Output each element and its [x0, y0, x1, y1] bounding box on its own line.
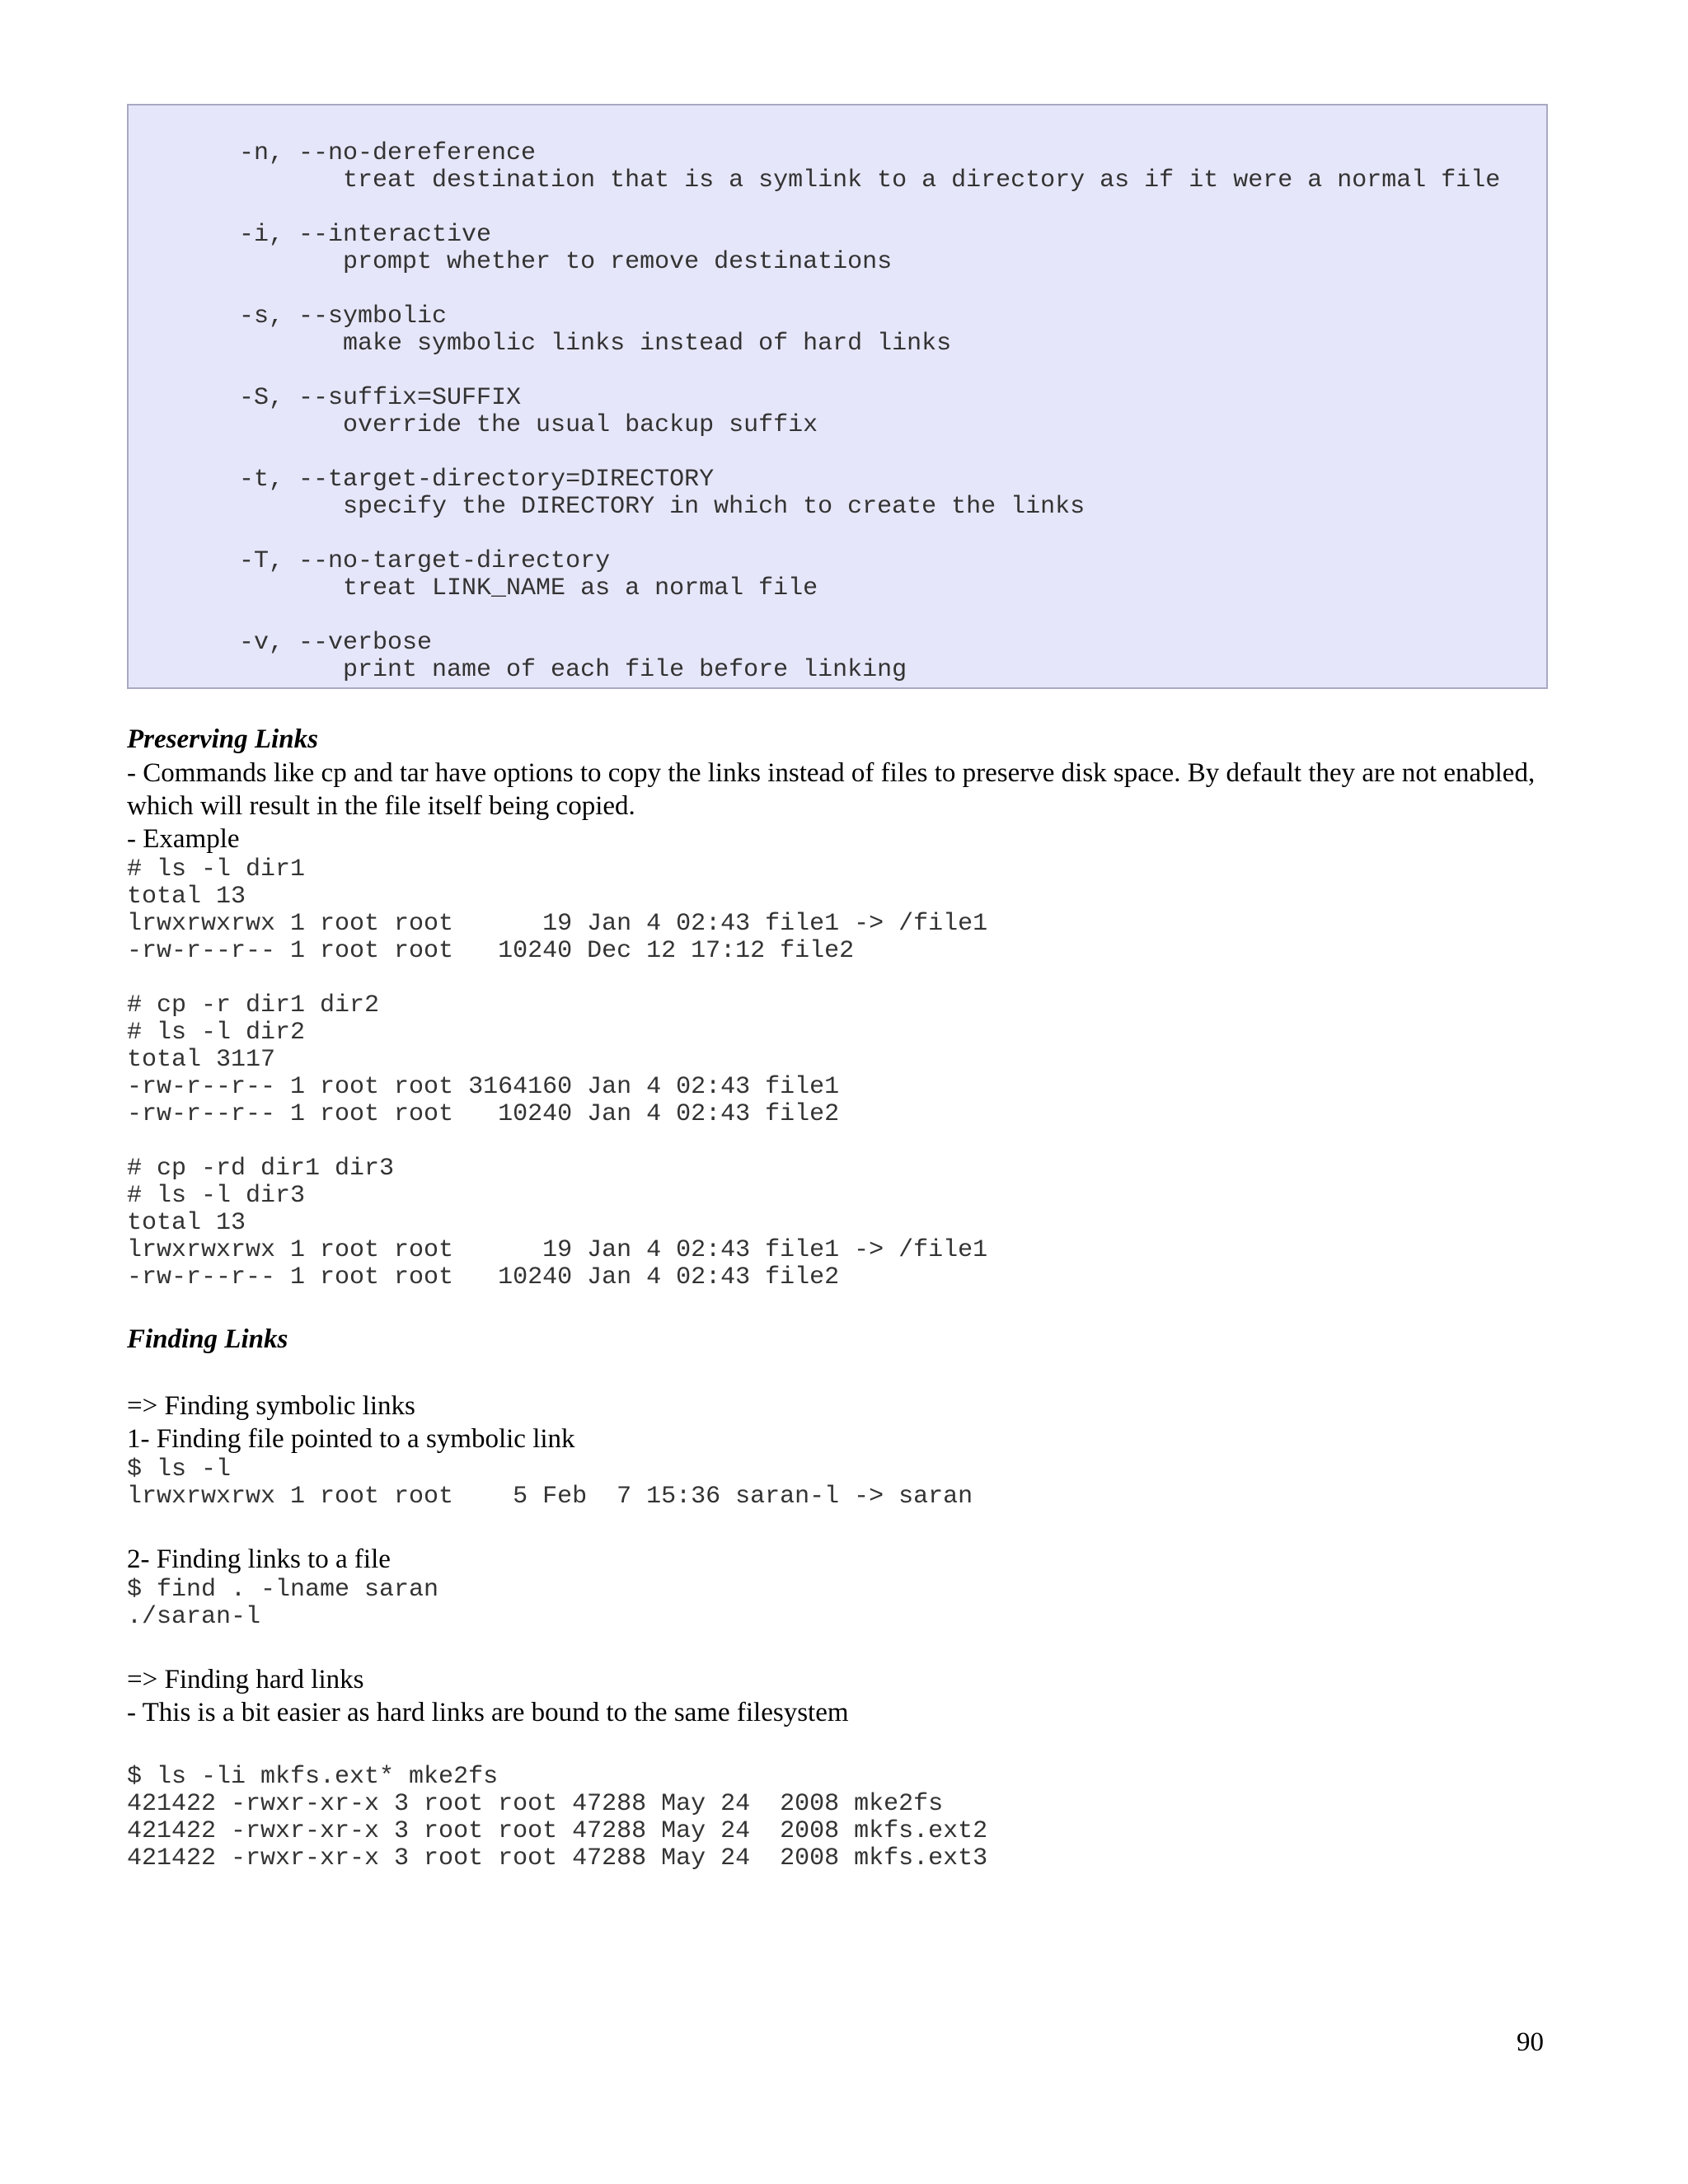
- hard-links-note: - This is a bit easier as hard links are bound to the same filesystem: [127, 1698, 849, 1727]
- finding-symlink-target-label: 1- Finding file pointed to a symbolic link: [127, 1424, 575, 1454]
- page-number: 90: [1517, 2027, 1544, 2057]
- finding-symbolic-links-heading: => Finding symbolic links: [127, 1391, 415, 1421]
- preserving-links-code: # ls -l dir1 total 13 lrwxrwxrwx 1 root root 19 Jan 4 02:43 file1 -> /file1 -rw-r--r-- 1 root root 10240 Dec 12 17:12 file2 # cp -r dir1 dir2 # ls -l dir2 total 3117 -rw-r--r-- 1 root root 3164160 Jan 4 02:43 file1 -rw-r--r-- 1 root root 10240 Jan 4 02:43 file2 # cp -rd dir1 dir3 # ls -l dir3 total 13 lrwxrwxrwx 1 root root 19 Jan 4 02:43 file1 -> /file1 -rw-r--r-- 1 root root 10240 Jan 4 02:43 file2: [127, 855, 988, 1291]
- finding-hard-links-heading: => Finding hard links: [127, 1665, 364, 1694]
- manual-options-text: -n, --no-dereference treat destination that is a symlink to a directory as if it were a normal file -i, --interactive prompt whether to remove destinations -s, --symbolic make symbolic links instead of hard links -S, --suffix=SUFFIX override the usual backup suffix -t, --target-directory=DIRECTORY specify the DIRECTORY in which to create the links -T, --no-target-directory treat LINK_NAME as a normal file -v, --verbose print name of each file before linking: [239, 139, 1501, 684]
- finding-links-to-file-code: $ find . -lname saran ./saran-l: [127, 1576, 439, 1631]
- finding-links-heading: Finding Links: [127, 1324, 288, 1354]
- hard-links-code: $ ls -li mkfs.ext* mke2fs 421422 -rwxr-xr-x 3 root root 47288 May 24 2008 mke2fs 421422 -rwxr-xr-x 3 root root 47288 May 24 2008 mkfs.ext2 421422 -rwxr-xr-x 3 root root 47288 May 24 2008 mkfs.ext3: [127, 1763, 988, 1872]
- manual-options-box: [127, 104, 1548, 689]
- example-label: - Example: [127, 824, 240, 854]
- finding-symlink-target-code: $ ls -l lrwxrwxrwx 1 root root 5 Feb 7 15:36 saran-l -> saran: [127, 1455, 973, 1511]
- preserving-links-paragraph: - Commands like cp and tar have options to copy the links instead of files to preserve disk space. By default they are not enabled, which will result in the file itself being copied.: [127, 758, 1536, 821]
- finding-links-to-file-label: 2- Finding links to a file: [127, 1544, 391, 1574]
- preserving-links-heading: Preserving Links: [127, 724, 318, 754]
